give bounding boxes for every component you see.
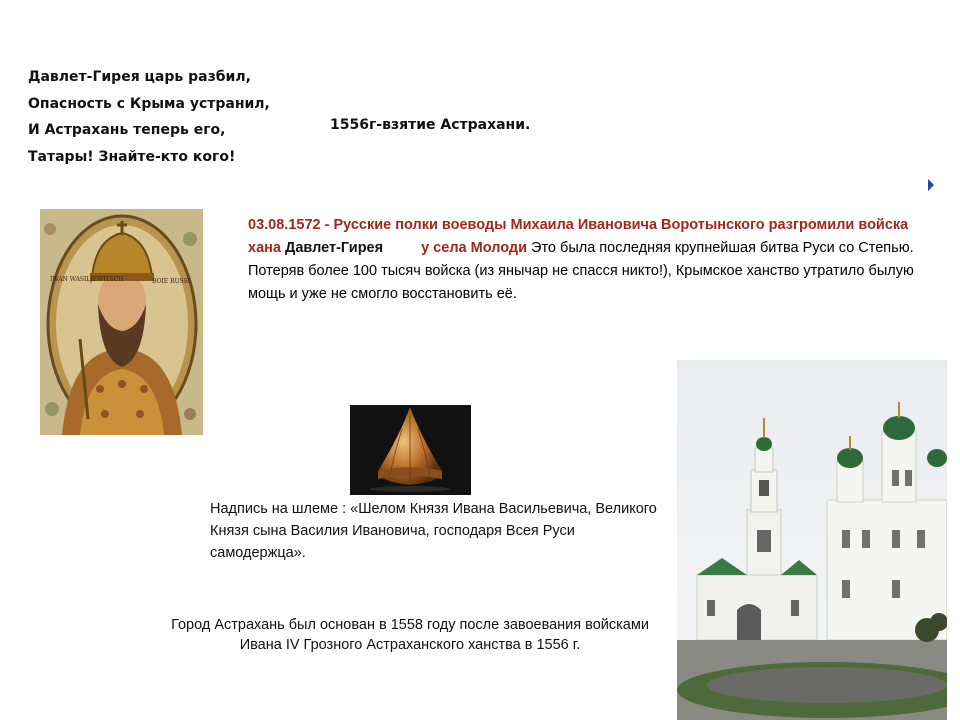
battle-description bbox=[248, 214, 938, 306]
conquest-date-note: 1556г-взятие Астрахани. bbox=[330, 117, 531, 133]
khan-name: Давлет-Гирея bbox=[284, 240, 384, 256]
battle-headline: 03.08.1572 - Русские полки воеводы Михаила Ивановича Воротынского разгромили войска хана bbox=[248, 217, 909, 256]
helmet-inscription: Надпись на шлеме : «Шелом Князя Ивана Васильевича, Великого Князя сына Василия Ивановича, господаря Всея Руси самодержца». bbox=[210, 501, 657, 561]
next-slide-arrow-icon[interactable] bbox=[928, 179, 934, 191]
astrakhan-kremlin-image bbox=[677, 360, 947, 720]
portrait-caption-left: IWAN WASILJEWITSCH bbox=[50, 276, 124, 283]
poem-line: Опасность с Крыма устранил, bbox=[28, 95, 270, 112]
poem-line: Татары! Знайте-кто кого! bbox=[28, 148, 236, 165]
portrait-caption-right: BOIE RUSSI bbox=[152, 278, 191, 285]
city-text-line: Город Астрахань был основан в 1558 году после завоевания войсками bbox=[171, 617, 649, 633]
poem bbox=[28, 64, 270, 170]
astrakhan-founding-text bbox=[140, 615, 680, 655]
battle-details: Это была последняя крупнейшая битва Руси со Степью. Потеряв более 100 тысяч войска (из янычар не спасся никто!), Крымское ханство утратило былую мощь и уже не смогло восстановить её. bbox=[248, 240, 914, 302]
poem-line: Давлет-Гирея царь разбил, bbox=[28, 69, 251, 85]
poem-line: И Астрахань теперь его, bbox=[28, 122, 226, 138]
ivan-portrait-image bbox=[40, 209, 203, 435]
helmet-image bbox=[350, 405, 471, 495]
city-text-line: Ивана IV Грозного Астраханского ханства в 1556 г. bbox=[239, 637, 581, 653]
battle-place: у села Молоди bbox=[421, 240, 527, 256]
